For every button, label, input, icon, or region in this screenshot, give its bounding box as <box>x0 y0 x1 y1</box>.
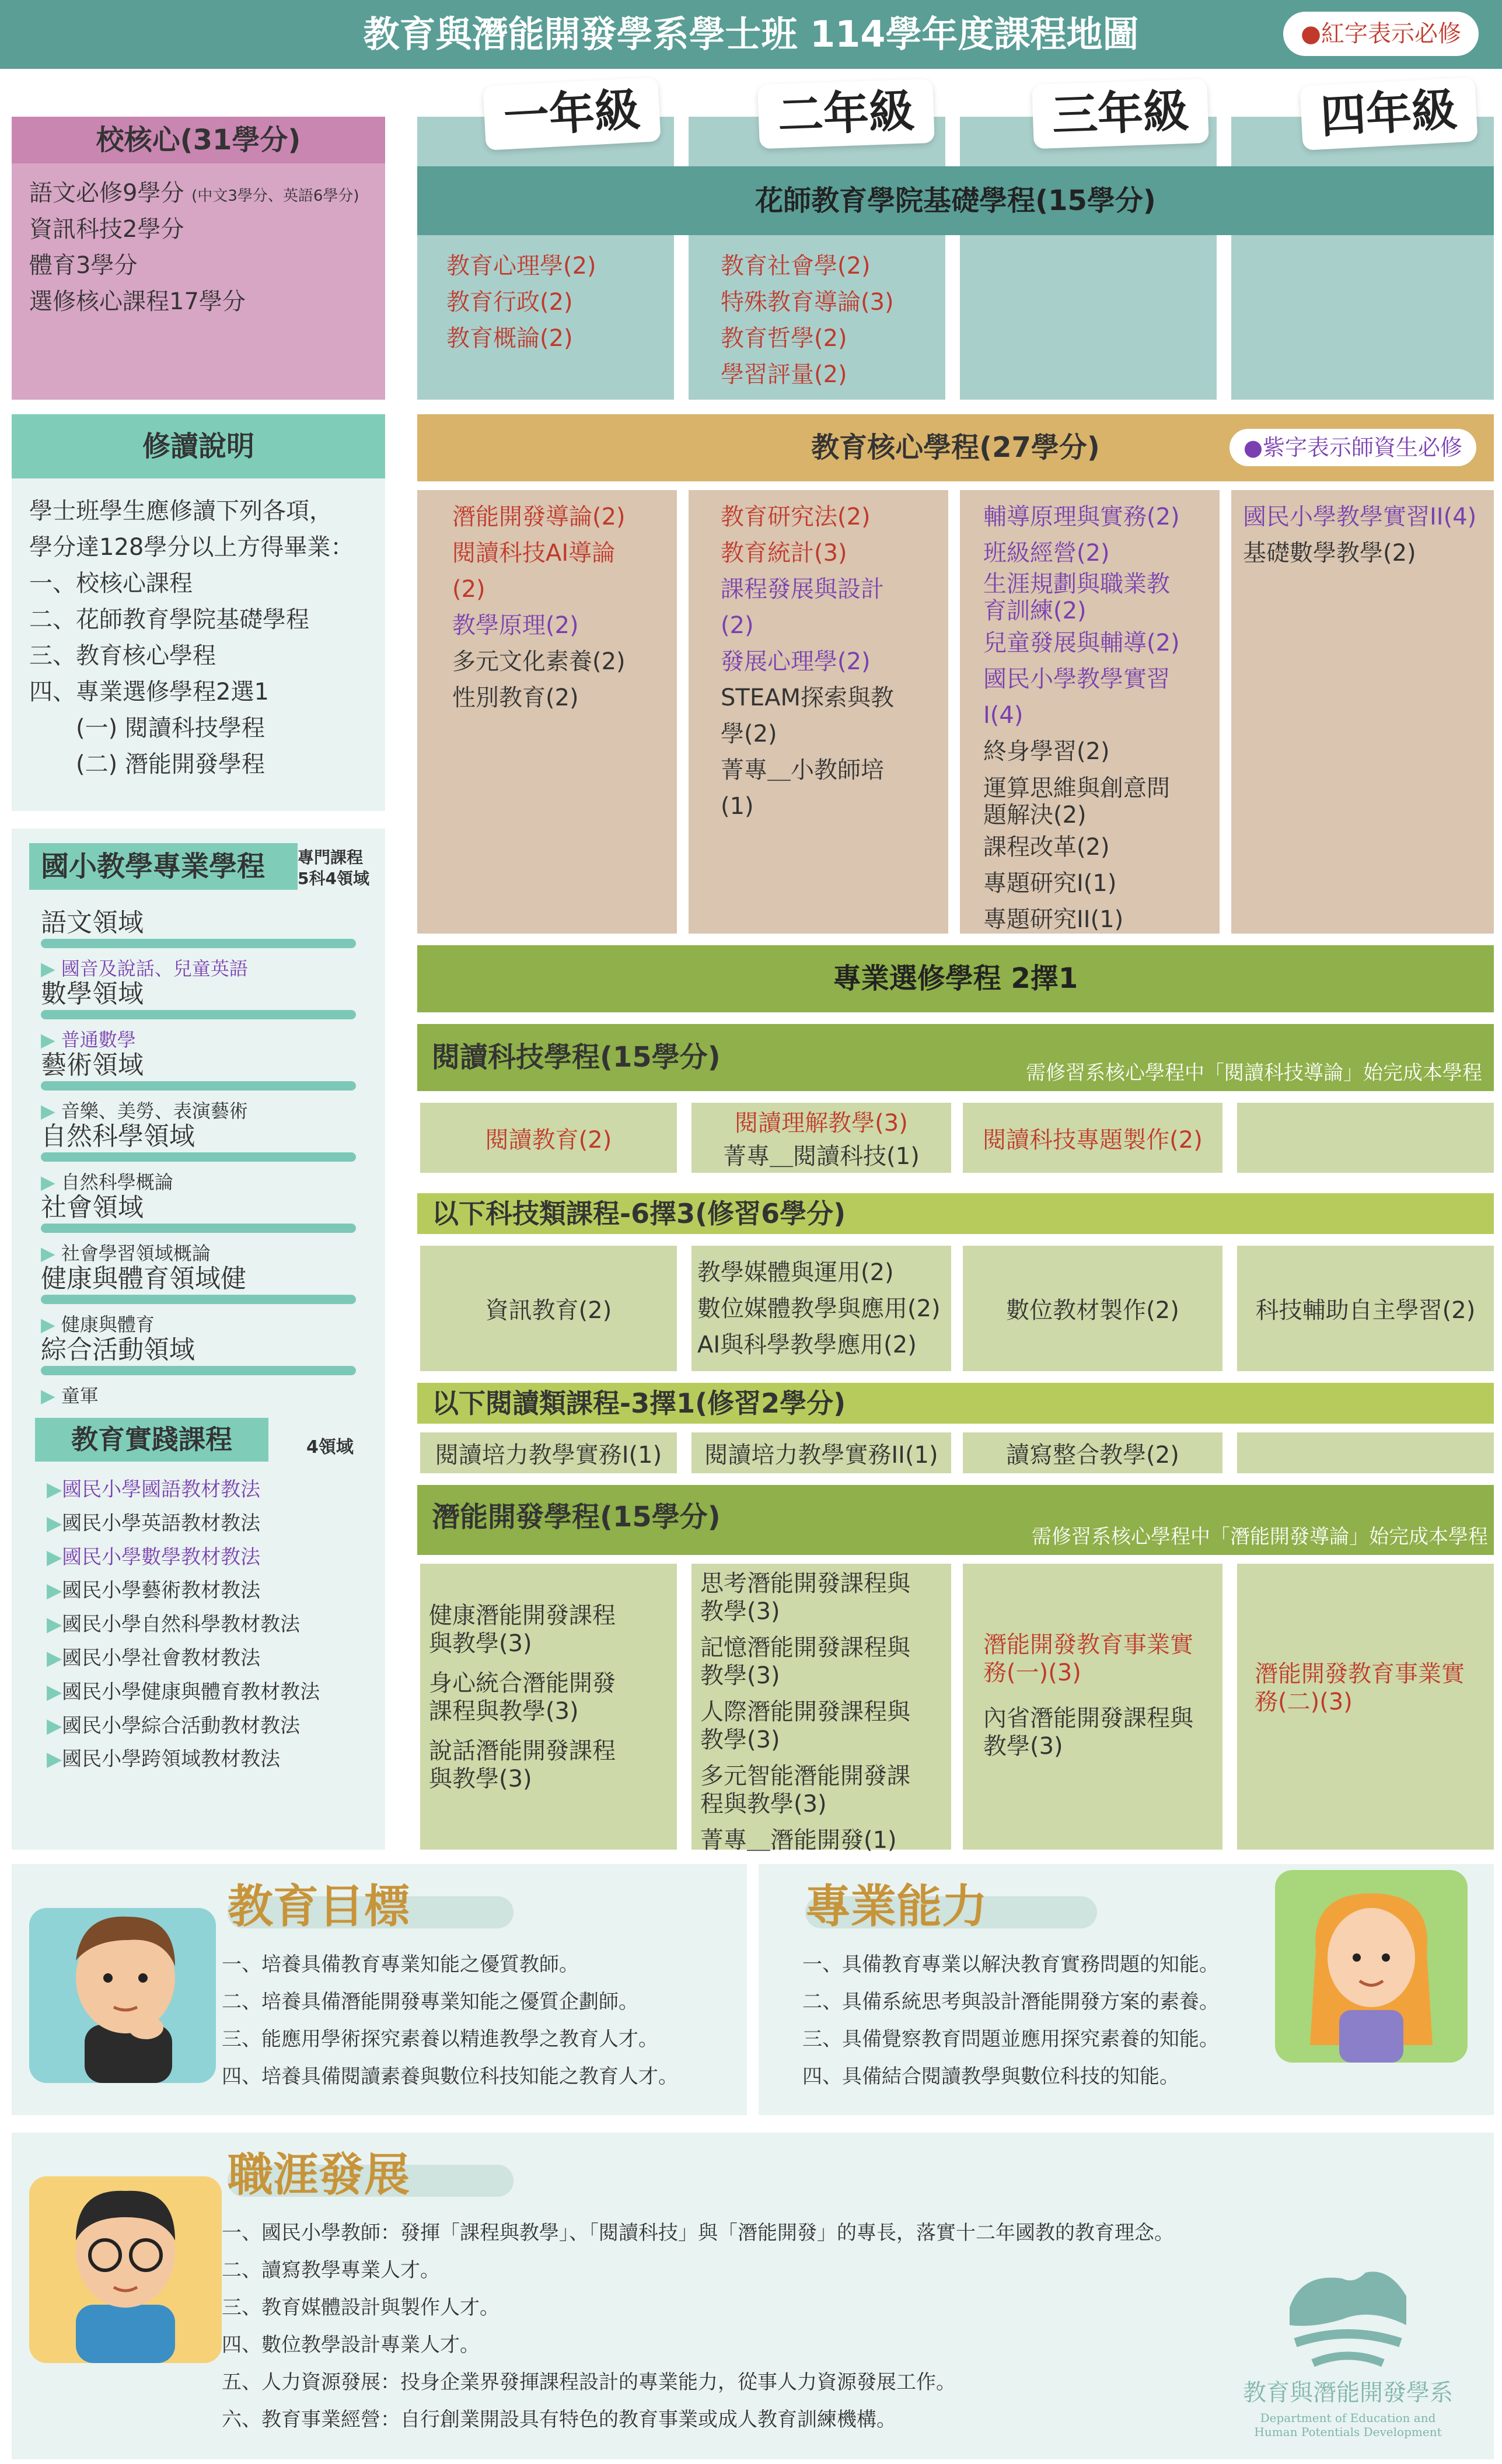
course: 潛能開發教育事業實 <box>983 1631 1193 1658</box>
read-header: 以下閱讀類課程-3擇1(修習2學分) <box>417 1383 1494 1424</box>
potential-y2 <box>691 1564 951 1854</box>
logo-icon <box>1278 2261 1418 2372</box>
potential-y3 <box>963 1564 1222 1850</box>
reading-note: 需修習系核心學程中「閱讀科技導論」始完成本學程 <box>1026 1061 1482 1085</box>
potential-note: 需修習系核心學程中「潛能開發導論」始完成本學程 <box>1032 1525 1488 1549</box>
course-cell-empty <box>1237 1103 1494 1173</box>
course: 多元文化素養(2) <box>452 648 626 675</box>
potential-header-bar <box>417 1485 1494 1555</box>
instr-line: 一、校核心課程 <box>29 570 193 597</box>
course: 課程發展與設計(2) <box>721 576 884 639</box>
core-line: 語文必修9學分 <box>29 180 184 207</box>
logo-en1: Department of Education and <box>1260 2411 1436 2425</box>
purple-legend: ●紫字表示師資生必修 <box>1229 429 1476 466</box>
course: 特殊教育導論(3) <box>721 289 894 316</box>
career-item: 五、人力資源發展：投身企業界發揮課程設計的專業能力，從事人力資源發展工作。 <box>222 2371 956 2394</box>
course: 人際潛能開發課程與 <box>700 1698 910 1725</box>
year-1-tag: 一年級 <box>483 77 661 151</box>
practice-item: 國民小學數學教材教法 <box>62 1545 261 1569</box>
course: 育訓練(2) <box>983 597 1087 624</box>
course-cell: 教學媒體與運用(2) 數位媒體教學與應用(2) AI與科學教學應用(2) <box>691 1246 951 1371</box>
course: 終身學習(2) <box>983 738 1110 765</box>
instr-line: 學士班學生應修讀下列各項， <box>29 498 333 525</box>
core-y1-box <box>417 490 677 934</box>
year-4-tag: 四年級 <box>1300 77 1477 151</box>
course: 性別教育(2) <box>452 684 579 711</box>
page-title: 教育與潛能開發學系學士班 114學年度課程地圖 <box>0 0 1502 69</box>
course: 與教學(3) <box>429 1630 532 1657</box>
course: 教育心理學(2) <box>446 253 596 279</box>
elementary-title: 國小教學專業學程 <box>29 843 298 890</box>
career-item: 六、教育事業經營：自行創業開設具有特色的教育事業或成人教育訓練機構。 <box>222 2408 896 2431</box>
course: 教育概論(2) <box>446 325 573 352</box>
abilities-list <box>802 1946 1219 2095</box>
course: 多元智能潛能開發課 <box>700 1763 910 1790</box>
logo-name: 教育與潛能開發學系 <box>1243 2379 1453 2406</box>
course: 課程與教學(3) <box>429 1698 579 1725</box>
course: 教育研究法(2) <box>721 504 871 530</box>
course: 內省潛能開發課程與 <box>983 1705 1193 1732</box>
domain-item: 社會領域 ▶ 社會學習領域概論 <box>41 1186 356 1257</box>
tech-header: 以下科技類課程-6擇3(修習6學分) <box>417 1193 1494 1234</box>
practice-item: 國民小學國語教材教法 <box>62 1478 261 1501</box>
course: 教育哲學(2) <box>721 325 847 352</box>
instr-line: 二、花師教育學院基礎學程 <box>29 606 309 633</box>
goal-item: 二、培養具備潛能開發專業知能之優質企劃師。 <box>222 1990 638 2014</box>
course: 學習評量(2) <box>721 361 847 388</box>
course: 教學(3) <box>700 1598 780 1625</box>
course: 教學(3) <box>700 1662 780 1689</box>
course: 程與教學(3) <box>700 1791 827 1818</box>
course: 基礎數學教學(2) <box>1243 540 1416 567</box>
year-3-tag: 三年級 <box>1032 79 1209 149</box>
department-logo <box>1225 2261 1470 2453</box>
instr-line: 四、專業選修學程2選1 <box>29 679 269 705</box>
ability-item: 三、具備覺察教育問題並應用探究素養的知能。 <box>802 2028 1219 2051</box>
course: 教學(3) <box>983 1733 1063 1760</box>
course: 教學原理(2) <box>452 612 579 639</box>
course-cell: 讀寫整合教學(2) <box>963 1432 1222 1473</box>
core-line: 選修核心課程17學分 <box>29 288 246 315</box>
career-item: 一、國民小學教師：發揮「課程與教學」、「閱讀科技」與「潛能開發」的專長，落實十二年國教的教育理念。 <box>222 2221 1174 2245</box>
career-panel <box>12 2133 1494 2459</box>
practice-title: 教育實踐課程 <box>35 1418 268 1462</box>
course-cell: 科技輔助自主學習(2) <box>1237 1246 1494 1371</box>
core-note: (中文3學分、英語6學分) <box>191 187 359 205</box>
elementary-note1: 專門課程 <box>298 848 364 867</box>
course: 生涯規劃與職業教 <box>983 571 1170 597</box>
course: 與教學(3) <box>429 1766 532 1792</box>
domain-item: 數學領域 ▶ 普通數學 <box>41 973 356 1044</box>
ability-item: 二、具備系統思考與設計潛能開發方案的素養。 <box>802 1990 1219 2014</box>
goals-panel <box>12 1864 747 2115</box>
course: 輔導原理與實務(2) <box>983 504 1180 530</box>
goal-item: 四、培養具備閱讀素養與數位科技知能之教育人才。 <box>222 2065 678 2088</box>
course-cell-empty <box>1237 1432 1494 1473</box>
course: 菁專＿潛能開發(1) <box>700 1827 897 1854</box>
core-header-bar <box>417 414 1494 481</box>
course: 課程改革(2) <box>983 834 1110 861</box>
year-2-tag: 二年級 <box>757 79 935 149</box>
instructions-panel <box>12 414 385 811</box>
course: 班級經營(2) <box>983 540 1110 567</box>
course-cell: 閱讀培力教學實務I(1) <box>420 1432 677 1473</box>
instr-line: 三、教育核心學程 <box>29 642 216 669</box>
core-y3-box <box>960 490 1220 934</box>
domain-item: 健康與體育領域健 ▶ 健康與體育 <box>41 1257 356 1329</box>
course: 國民小學教學實習I(4) <box>983 666 1170 729</box>
goals-list <box>222 1946 678 2095</box>
course: 教學(3) <box>700 1726 780 1753</box>
course-cell: 資訊教育(2) <box>420 1246 677 1371</box>
course: 記憶潛能開發課程與 <box>700 1634 910 1661</box>
course: 務(二)(3) <box>1255 1689 1353 1715</box>
instr-line: (一) 閱讀科技學程 <box>76 715 265 742</box>
course: 閱讀科技AI導論(2) <box>452 540 616 603</box>
year4-column <box>1231 117 1494 400</box>
practice-item: 國民小學跨領域教材教法 <box>62 1747 281 1771</box>
school-core-title: 校核心(31學分) <box>12 117 385 163</box>
course: 說話潛能開發課程 <box>429 1738 616 1764</box>
practice-item: 國民小學英語教材教法 <box>62 1511 261 1535</box>
course-cell: 閱讀培力教學實務II(1) <box>691 1432 951 1473</box>
course: 兒童發展與輔導(2) <box>983 630 1180 656</box>
course-cell: 閱讀科技專題製作(2) <box>963 1103 1222 1173</box>
goal-item: 一、培養具備教育專業知能之優質教師。 <box>222 1953 579 1976</box>
core-line: 資訊科技2學分 <box>29 216 184 243</box>
avatar-boy <box>29 1890 216 2083</box>
year3-column <box>960 117 1217 400</box>
potential-y4 <box>1237 1564 1494 1850</box>
core-y2-box <box>689 490 948 934</box>
course: 專題研究I(1) <box>983 870 1117 897</box>
logo-en2: Human Potentials Development <box>1254 2425 1442 2439</box>
ability-item: 一、具備教育專業以解決教育實務問題的知能。 <box>802 1953 1219 1976</box>
career-item: 四、數位教學設計專業人才。 <box>222 2333 480 2357</box>
domain-list <box>41 901 356 1407</box>
course: 務(一)(3) <box>983 1659 1081 1686</box>
required-legend: ●紅字表示必修 <box>1283 12 1479 56</box>
domain-item: 自然科學領域 ▶ 自然科學概論 <box>41 1115 356 1186</box>
practice-list: ▶國民小學國語教材教法 ▶國民小學英語教材教法 ▶國民小學數學教材教法 ▶國民小學藝術教材教法 ▶國民小學自然科學教材教法 ▶國民小學社會教材教法 ▶國民小學健康與體育教材教法 ▶國民小學綜合活動教材教法 ▶國民小學跨領域教材教法 <box>47 1478 320 1771</box>
career-item: 三、教育媒體設計與製作人才。 <box>222 2296 499 2319</box>
course: 潛能開發教育事業實 <box>1255 1661 1465 1687</box>
goal-item: 三、能應用學術探究素養以精進教學之教育人才。 <box>222 2028 658 2051</box>
course-cell: 閱讀教育(2) <box>420 1103 677 1173</box>
instructions-title: 修讀說明 <box>12 414 385 478</box>
core-header: 教育核心學程(27學分) <box>811 431 1100 464</box>
course-cell: 閱讀理解教學(3) 菁專＿閱讀科技(1) <box>691 1103 951 1173</box>
core-y4-box <box>1231 490 1494 934</box>
practice-item: 國民小學藝術教材教法 <box>62 1579 261 1603</box>
foundation-y1 <box>446 248 596 357</box>
domain-item: 語文領域 ▶ 國音及說話、兒童英語 <box>41 901 356 973</box>
domain-item: 藝術領域 ▶ 音樂、美勞、表演藝術 <box>41 1044 356 1115</box>
potential-title: 潛能開發學程(15學分) <box>432 1501 721 1533</box>
practice-item: 國民小學健康與體育教材教法 <box>62 1680 320 1704</box>
practice-note: 4領域 <box>306 1437 354 1458</box>
course: STEAM探索與教學(2) <box>721 684 894 747</box>
course: 國民小學教學實習II(4) <box>1243 504 1477 530</box>
instr-line: 學分達128學分以上方得畢業： <box>29 534 354 561</box>
course: 發展心理學(2) <box>721 648 871 675</box>
career-item: 二、讀寫教學專業人才。 <box>222 2259 440 2282</box>
course: 健康潛能開發課程 <box>429 1602 616 1629</box>
career-title: 職涯發展 <box>228 2149 410 2201</box>
foundation-y2 <box>721 248 894 393</box>
course: 身心統合潛能開發 <box>429 1670 616 1697</box>
avatar-man <box>29 2165 222 2363</box>
goals-title: 教育目標 <box>228 1881 410 1933</box>
course: 教育行政(2) <box>446 289 573 316</box>
elective-header: 專業選修學程 2擇1 <box>417 945 1494 1012</box>
practice-item: 國民小學綜合活動教材教法 <box>62 1714 301 1738</box>
elementary-panel <box>12 829 385 1850</box>
course: 潛能開發導論(2) <box>452 504 626 530</box>
potential-y1 <box>420 1564 677 1850</box>
ability-item: 四、具備結合閱讀教學與數位科技的知能。 <box>802 2065 1179 2088</box>
abilities-panel <box>759 1864 1494 2115</box>
course: 專題研究II(1) <box>983 906 1124 933</box>
practice-item: 國民小學社會教材教法 <box>62 1646 261 1670</box>
course: 運算思維與創意問 <box>983 775 1170 802</box>
elementary-note2: 5科4領域 <box>298 869 369 888</box>
school-core-panel <box>12 117 385 400</box>
instr-line: (二) 潛能開發學程 <box>76 751 265 778</box>
reading-header-bar <box>417 1024 1494 1091</box>
career-list <box>222 2214 1174 2438</box>
core-line: 體育3學分 <box>29 252 138 279</box>
domain-item: 綜合活動領域 ▶ 童軍 <box>41 1329 356 1400</box>
avatar-girl <box>1275 1870 1468 2063</box>
practice-item: 國民小學自然科學教材教法 <box>62 1613 301 1637</box>
reading-title: 閱讀科技學程(15學分) <box>432 1041 721 1074</box>
course-cell: 數位教材製作(2) <box>963 1246 1222 1371</box>
course: 思考潛能開發課程與 <box>700 1570 910 1597</box>
foundation-header: 花師教育學院基礎學程(15學分) <box>417 166 1494 235</box>
course: 教育社會學(2) <box>721 253 871 279</box>
course: 菁專＿小教師培(1) <box>721 757 884 820</box>
course: 題解決(2) <box>983 802 1087 829</box>
abilities-title: 專業能力 <box>805 1881 988 1933</box>
course: 教育統計(3) <box>721 540 847 567</box>
